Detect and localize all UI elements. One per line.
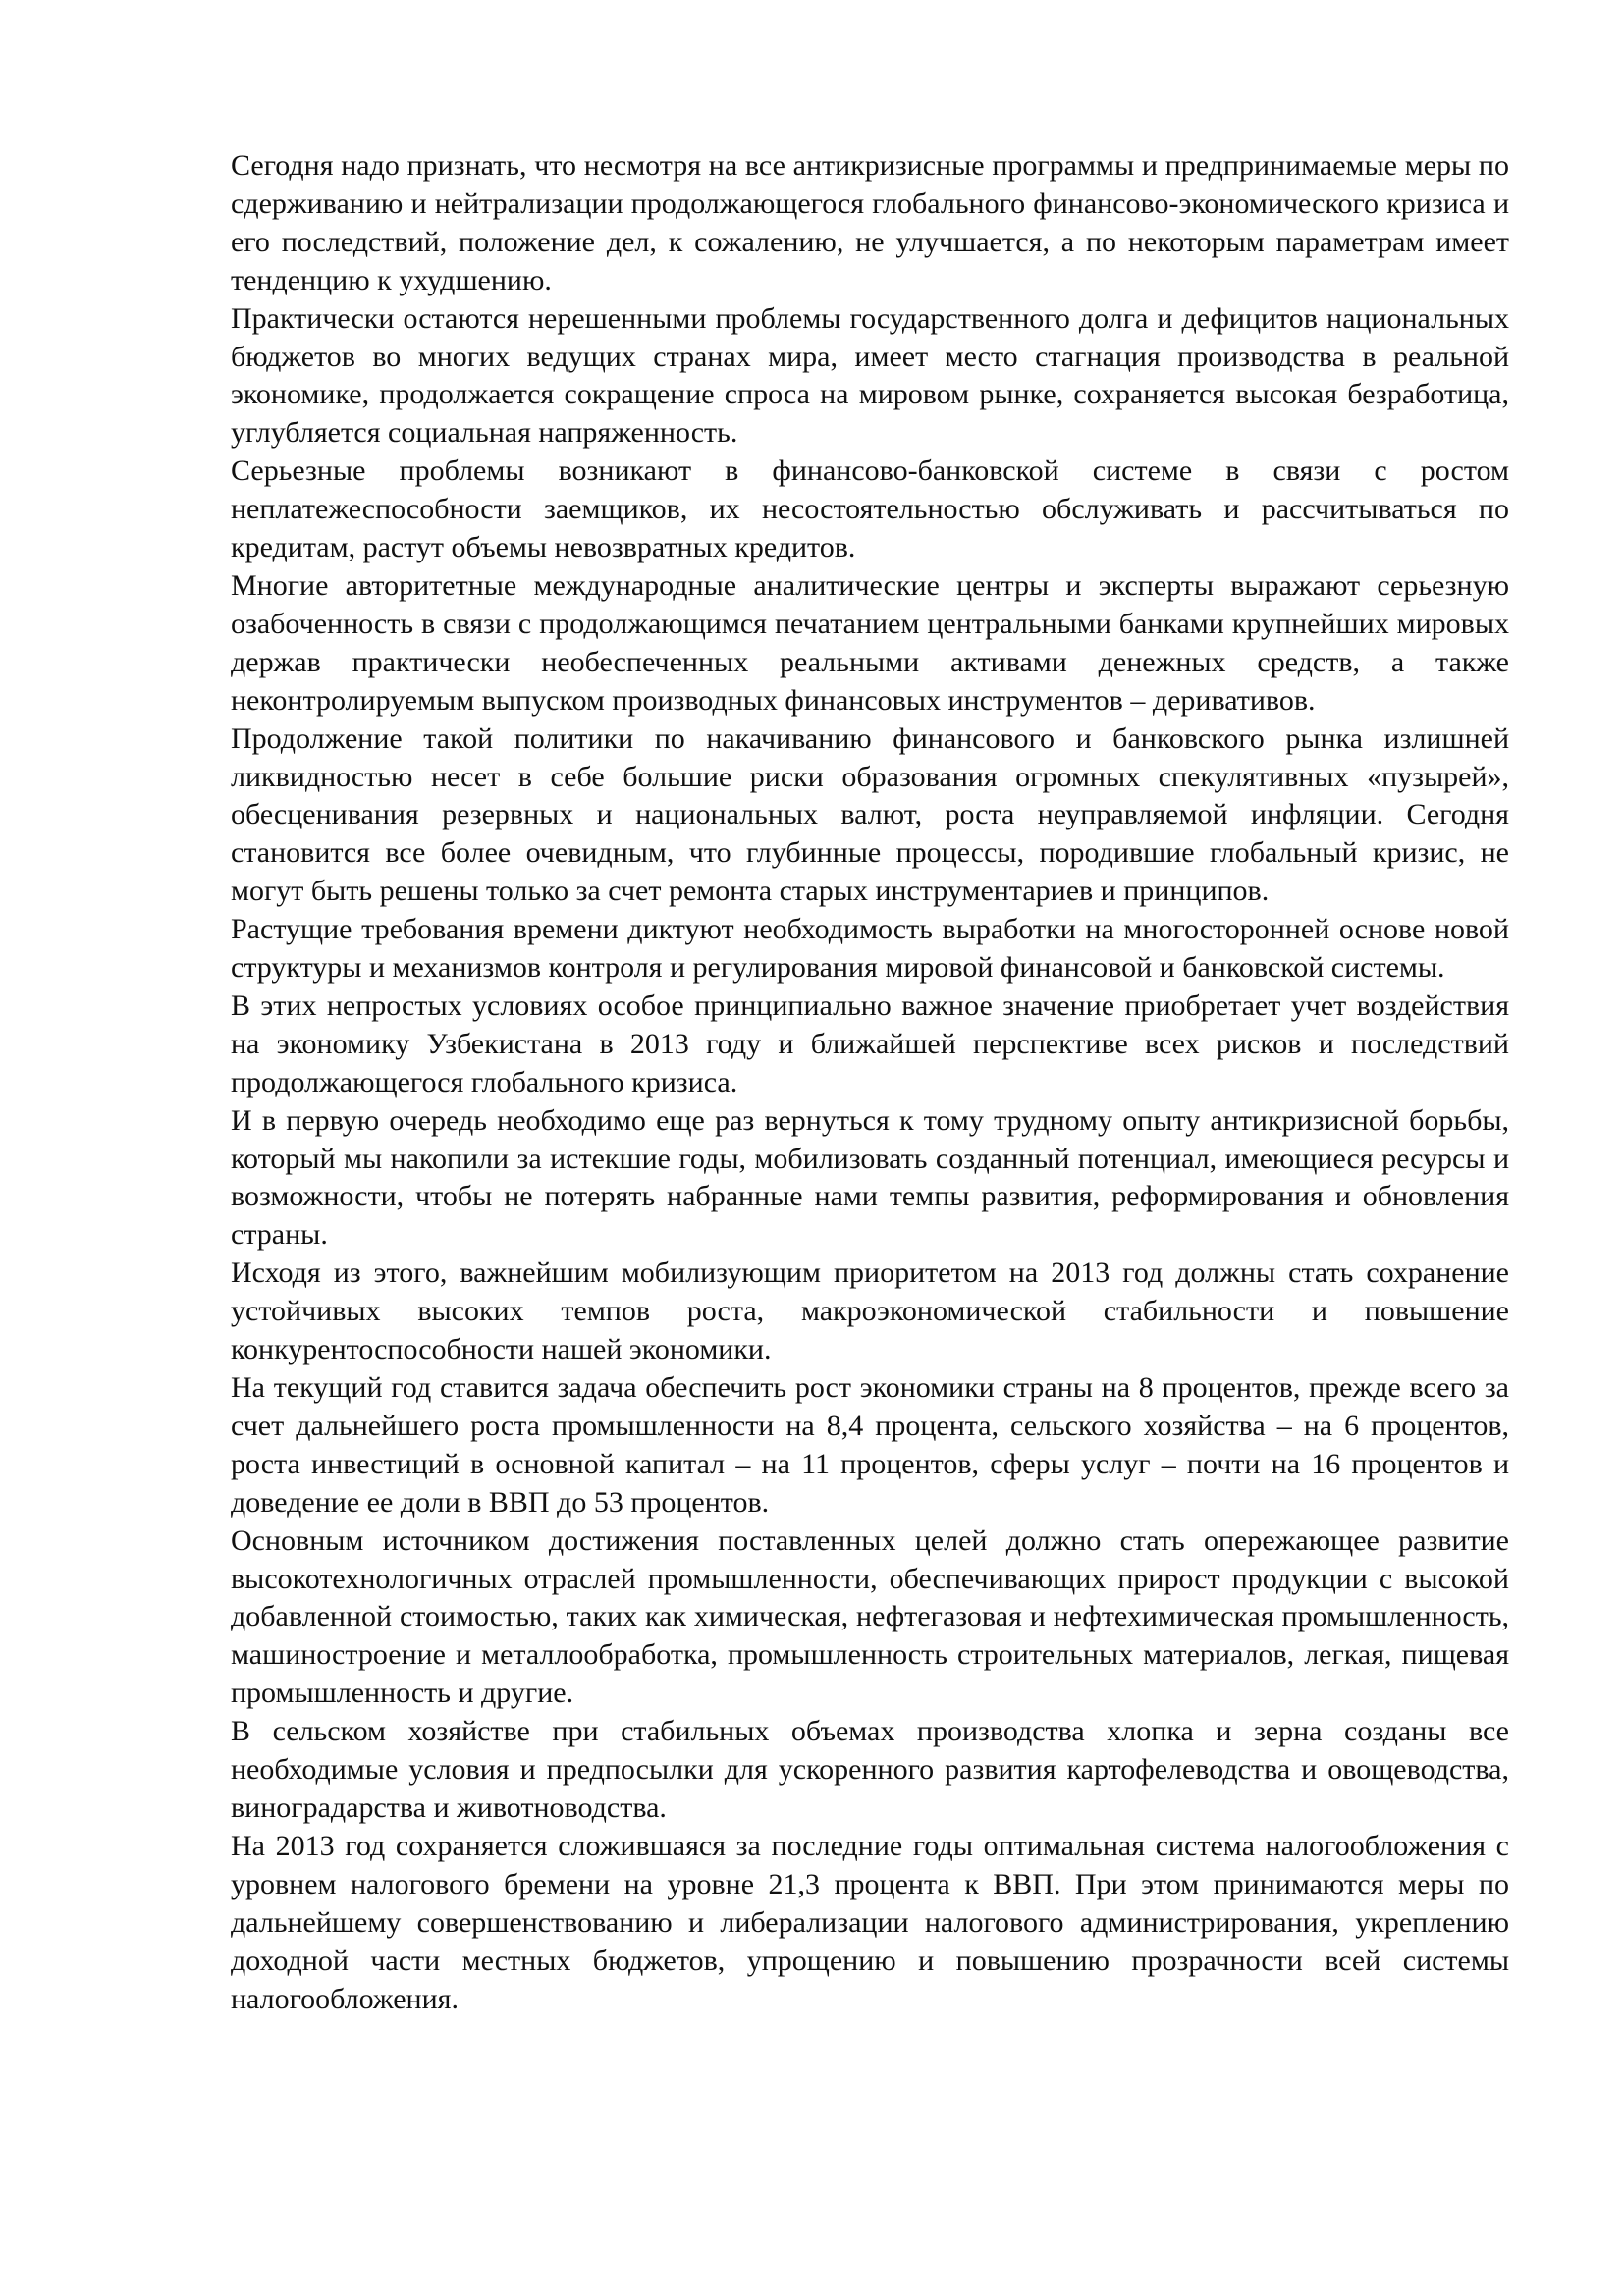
paragraph: Растущие требования времени диктуют необходимость выработки на многосторонней основе новой структуры и механизмов контроля и регулирования мировой финансовой и банковской системы. bbox=[231, 913, 1509, 985]
paragraph: В сельском хозяйстве при стабильных объемах производства хлопка и зерна созданы все необходимые условия и предпосылки для ускоренного развития картофелеводства и овощеводства, виноградарства и животноводства. bbox=[231, 1715, 1509, 1824]
paragraph: Продолжение такой политики по накачиванию финансового и банковского рынка излишней ликвидностью несет в себе большие риски образования огромных спекулятивных «пузырей», обесценивания резервных и национальных валют, роста неуправляемой инфляции. Сегодня становится все более очевидным, что глубинные процессы, породившие глобальный кризис, не могут быть решены только за счет ремонта старых инструментариев и принципов. bbox=[231, 721, 1509, 908]
paragraph: И в первую очередь необходимо еще раз вернуться к тому трудному опыту антикризисной борьбы, который мы накопили за истекшие годы, мобилизовать созданный потенциал, имеющиеся ресурсы и возможности, чтобы не потерять набранные нами темпы развития, реформирования и обновления страны. bbox=[231, 1103, 1509, 1252]
paragraph: Практически остаются нерешенными проблемы государственного долга и дефицитов национальных бюджетов во многих ведущих странах мира, имеет место стагнация производства в реальной экономике, продолжается сокращение спроса на мировом рынке, сохраняется высокая безработица, углубляется социальная напряженность. bbox=[231, 301, 1509, 450]
paragraph: Серьезные проблемы возникают в финансово-банковской системе в связи с ростом неплатежеспособности заемщиков, их несостоятельностью обслуживать и рассчитываться по кредитам, растут объемы невозвратных кредитов. bbox=[231, 454, 1509, 564]
paragraph: Исходя из этого, важнейшим мобилизующим приоритетом на 2013 год должны стать сохранение устойчивых высоких темпов роста, макроэкономической стабильности и повышение конкурентоспособности нашей экономики. bbox=[231, 1256, 1509, 1366]
document-body bbox=[231, 147, 1509, 2018]
paragraph: На текущий год ставится задача обеспечить рост экономики страны на 8 процентов, прежде всего за счет дальнейшего роста промышленности на 8,4 процента, сельского хозяйства – на 6 процентов, роста инвестиций в основной капитал – на 11 процентов, сферы услуг – почти на 16 процентов и доведение ее доли в ВВП до 53 процентов. bbox=[231, 1371, 1509, 1519]
paragraph: В этих непростых условиях особое принципиально важное значение приобретает учет воздействия на экономику Узбекистана в 2013 году и ближайшей перспективе всех рисков и последствий продолжающегося глобального кризиса. bbox=[231, 988, 1509, 1098]
paragraph: Основным источником достижения поставленных целей должно стать опережающее развитие высокотехнологичных отраслей промышленности, обеспечивающих прирост продукции с высокой добавленной стоимостью, таких как химическая, нефтегазовая и нефтехимическая промышленность, машиностроение и металлообработка, промышленность строительных материалов, легкая, пищевая промышленность и другие. bbox=[231, 1523, 1509, 1710]
paragraph: На 2013 год сохраняется сложившаяся за последние годы оптимальная система налогообложения с уровнем налогового бремени на уровне 21,3 процента к ВВП. При этом принимаются меры по дальнейшему совершенствованию и либерализации налогового администрирования, укреплению доходной части местных бюджетов, упрощению и повышению прозрачности всей системы налогообложения. bbox=[231, 1829, 1509, 2015]
paragraph: Сегодня надо признать, что несмотря на все антикризисные программы и предпринимаемые меры по сдерживанию и нейтрализации продолжающегося глобального финансово-экономического кризиса и его последствий, положение дел, к сожалению, не улучшается, а по некоторым параметрам имеет тенденцию к ухудшению. bbox=[231, 149, 1509, 296]
paragraph: Многие авторитетные международные аналитические центры и эксперты выражают серьезную озабоченность в связи с продолжающимся печатанием центральными банками крупнейших мировых держав практически необеспеченных реальными активами денежных средств, а также неконтролируемым выпуском производных финансовых инструментов – деривативов. bbox=[231, 568, 1509, 717]
